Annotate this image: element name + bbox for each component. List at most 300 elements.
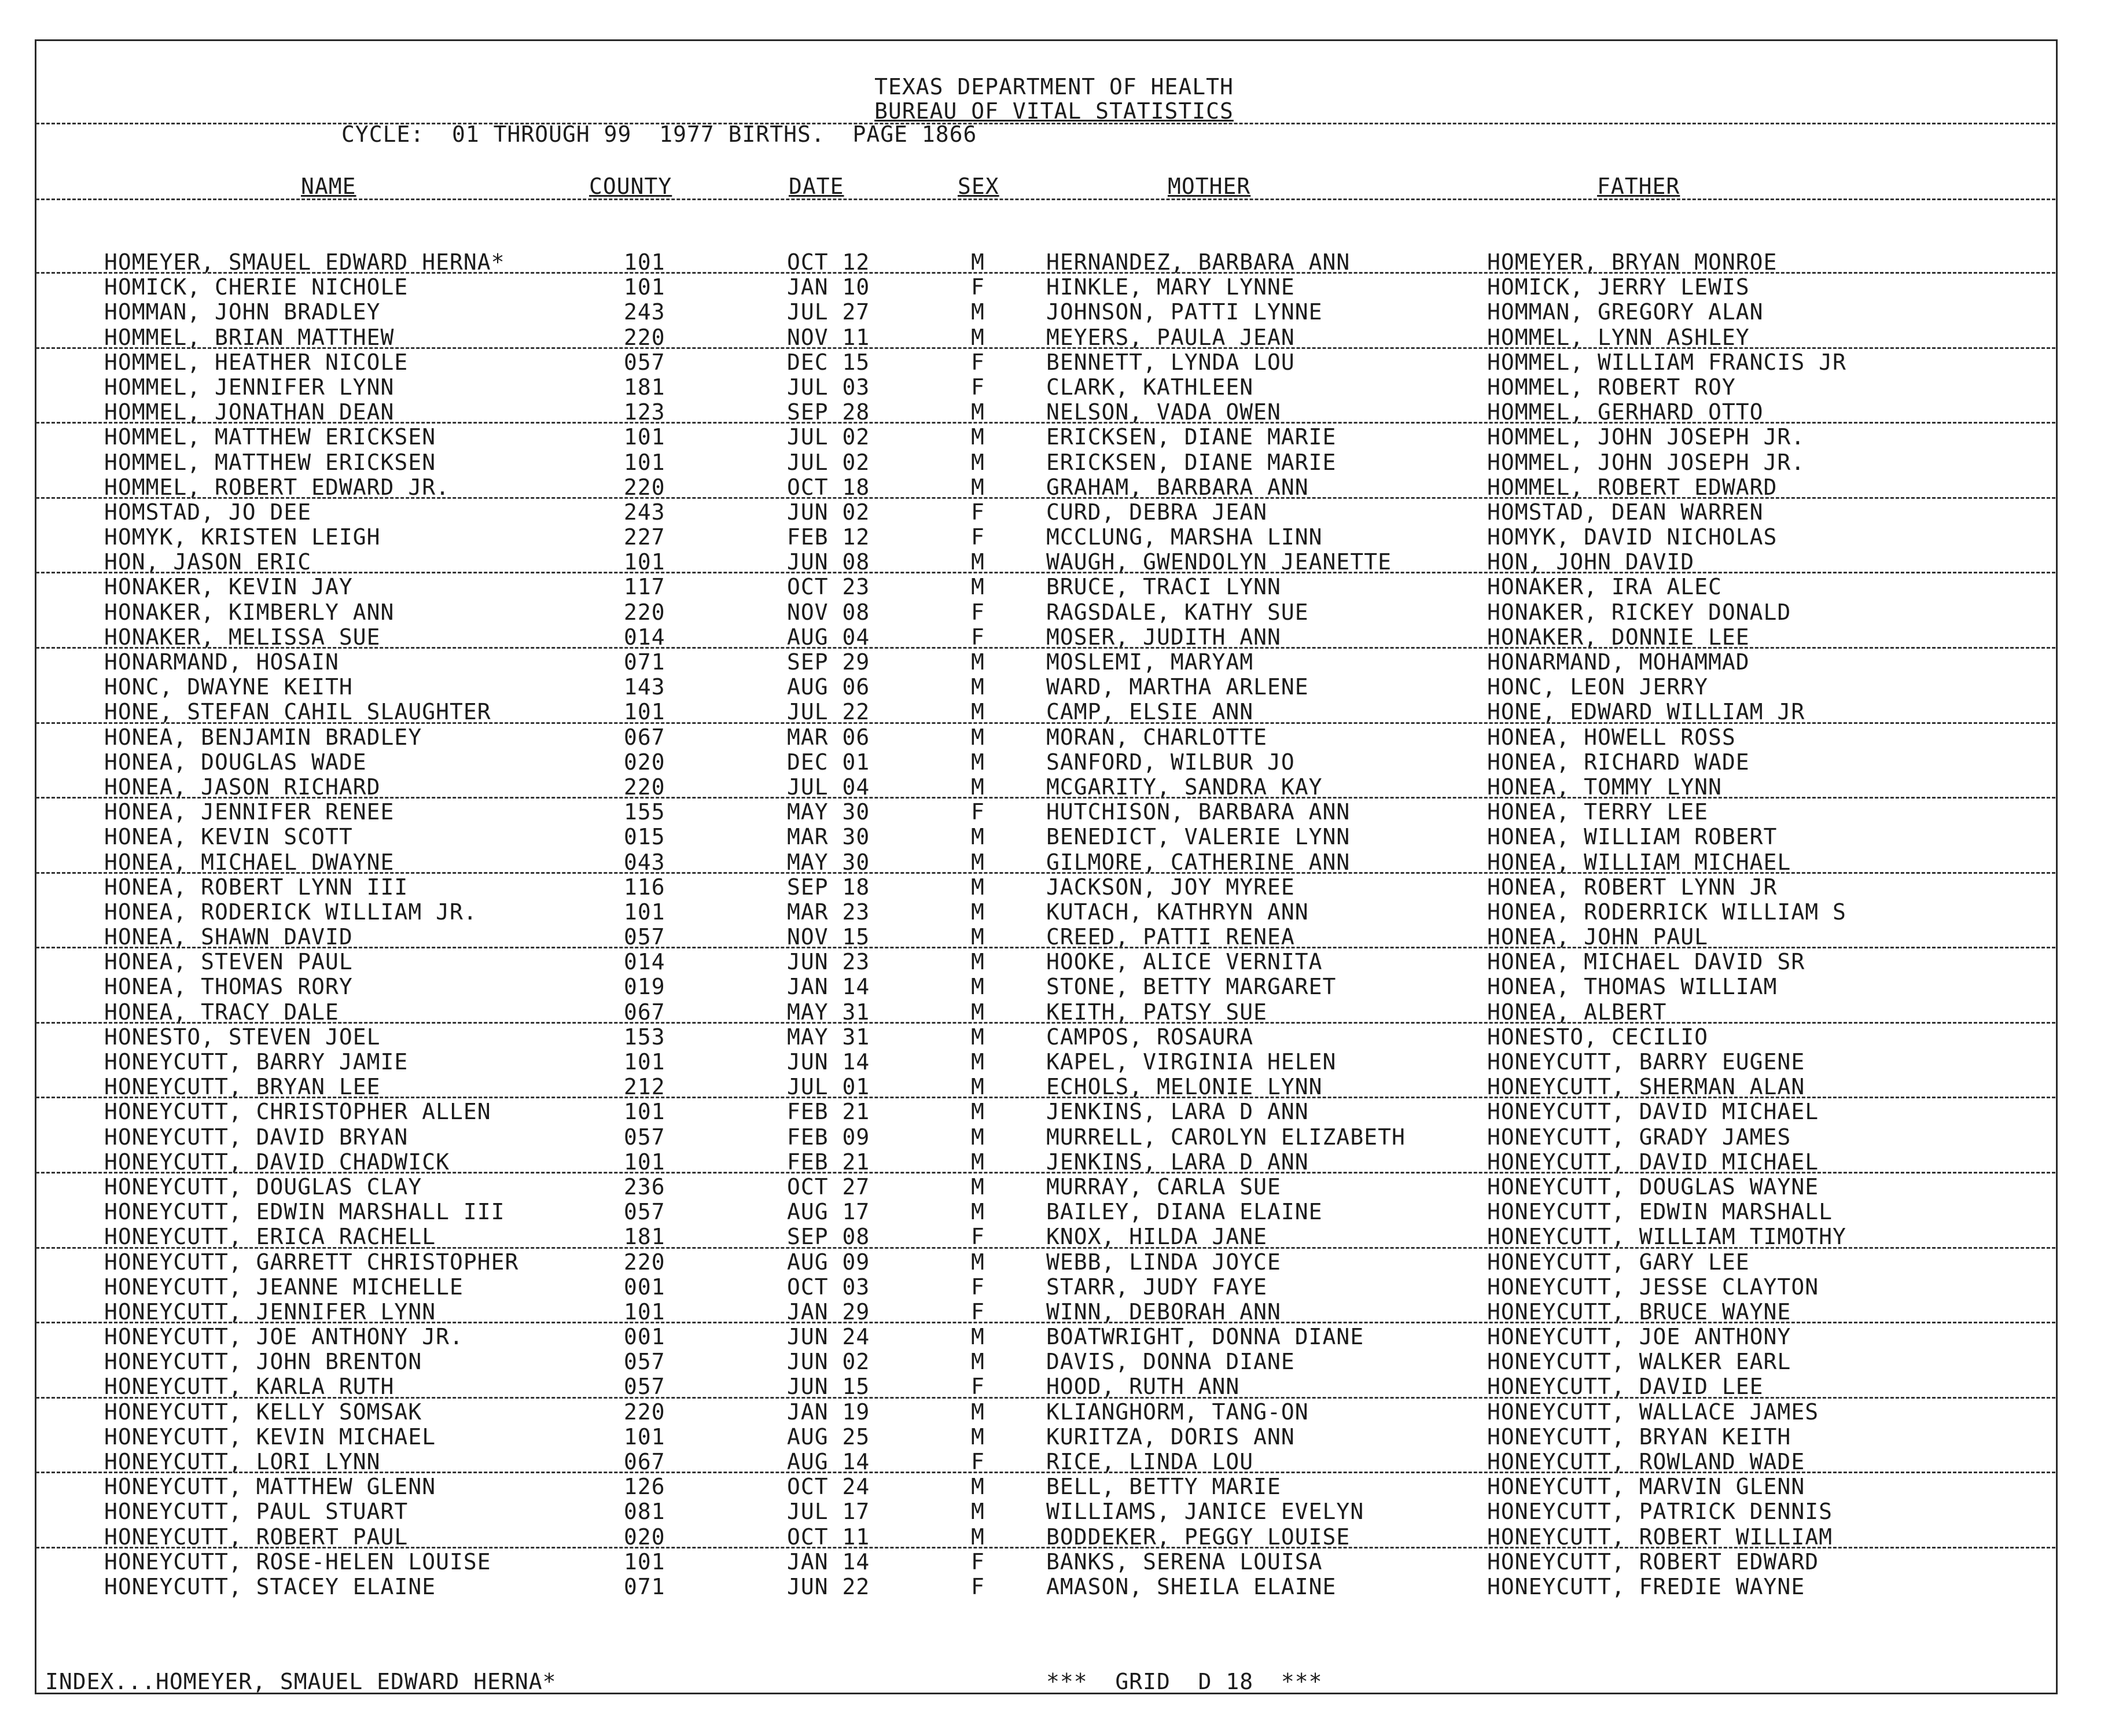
table-row [0, 1450, 2108, 1474]
record-mother: BOATWRIGHT, DONNA DIANE [1046, 1324, 1364, 1350]
table-row [0, 775, 2108, 800]
record-county: 101 [624, 1149, 665, 1175]
table-row [0, 625, 2108, 650]
record-mother: JENKINS, LARA D ANN [1046, 1149, 1309, 1175]
record-father: HON, JOHN DAVID [1487, 549, 1695, 575]
record-date: JUL 27 [787, 299, 870, 325]
record-date: SEP 08 [787, 1224, 870, 1250]
record-date: AUG 09 [787, 1249, 870, 1275]
record-mother: HOOD, RUTH ANN [1046, 1374, 1240, 1400]
record-sex: F [971, 374, 985, 400]
record-father: HONEYCUTT, EDWIN MARSHALL [1487, 1199, 1833, 1225]
record-mother: ERICKSEN, DIANE MARIE [1046, 424, 1337, 450]
record-county: 101 [624, 424, 665, 450]
record-county: 101 [624, 549, 665, 575]
record-father: HONEA, ROBERT LYNN JR [1487, 874, 1778, 900]
record-father: HONEYCUTT, BRYAN KEITH [1487, 1424, 1791, 1450]
record-sex: M [971, 924, 985, 950]
table-row [0, 925, 2108, 950]
table-row [0, 1200, 2108, 1224]
record-name: HONEYCUTT, KARLA RUTH [104, 1374, 395, 1400]
record-father: HONAKER, IRA ALEC [1487, 574, 1722, 600]
record-father: HOMMAN, GREGORY ALAN [1487, 299, 1764, 325]
table-row [0, 1349, 2108, 1374]
record-sex: M [971, 1399, 985, 1425]
record-father: HONEYCUTT, WILLIAM TIMOTHY [1487, 1224, 1846, 1250]
record-name: HONEA, RODERICK WILLIAM JR. [104, 899, 477, 925]
record-date: AUG 25 [787, 1424, 870, 1450]
table-row [0, 1374, 2108, 1399]
record-sex: M [971, 724, 985, 750]
record-sex: M [971, 999, 985, 1025]
record-mother: MEYERS, PAULA JEAN [1046, 324, 1295, 350]
record-father: HONEA, RODERRICK WILLIAM S [1487, 899, 1846, 925]
record-sex: M [971, 1074, 985, 1100]
record-date: FEB 09 [787, 1124, 870, 1150]
record-county: 243 [624, 499, 665, 525]
record-name: HONEYCUTT, JOE ANTHONY JR. [104, 1324, 463, 1350]
record-name: HONEA, JENNIFER RENEE [104, 799, 395, 825]
record-name: HONEA, JASON RICHARD [104, 774, 381, 800]
record-sex: M [971, 1124, 985, 1150]
record-county: 057 [624, 1349, 665, 1375]
department-title: TEXAS DEPARTMENT OF HEALTH [874, 74, 1234, 100]
record-date: SEP 18 [787, 874, 870, 900]
record-mother: JACKSON, JOY MYREE [1046, 874, 1295, 900]
record-county: 001 [624, 1324, 665, 1350]
column-header-county: COUNTY [589, 174, 672, 199]
record-sex: F [971, 799, 985, 825]
table-row [0, 1075, 2108, 1099]
record-name: HONEYCUTT, KEVIN MICHAEL [104, 1424, 436, 1450]
record-father: HONEA, JOHN PAUL [1487, 924, 1709, 950]
side-stamp [0, 1676, 46, 1700]
record-sex: M [971, 1524, 985, 1550]
record-father: HONEYCUTT, DOUGLAS WAYNE [1487, 1174, 1819, 1200]
record-county: 001 [624, 1274, 665, 1300]
record-date: OCT 23 [787, 574, 870, 600]
record-father: HONEYCUTT, JESSE CLAYTON [1487, 1274, 1819, 1300]
record-name: HONAKER, MELISSA SUE [104, 624, 381, 650]
record-name: HONEYCUTT, STACEY ELAINE [104, 1573, 436, 1599]
record-mother: WAUGH, GWENDOLYN JEANETTE [1046, 549, 1392, 575]
record-mother: ERICKSEN, DIANE MARIE [1046, 449, 1337, 475]
record-name: HONEA, SHAWN DAVID [104, 924, 353, 950]
record-county: 220 [624, 774, 665, 800]
record-sex: M [971, 1049, 985, 1075]
record-name: HONESTO, STEVEN JOEL [104, 1024, 381, 1050]
index-footer: INDEX...HOMEYER, SMAUEL EDWARD HERNA* [45, 1669, 557, 1694]
record-mother: SANFORD, WILBUR JO [1046, 749, 1295, 775]
record-county: 057 [624, 1124, 665, 1150]
record-father: HONEYCUTT, WALLACE JAMES [1487, 1399, 1819, 1425]
record-county: 020 [624, 1524, 665, 1550]
table-row [0, 725, 2108, 750]
record-mother: BODDEKER, PEGGY LOUISE [1046, 1524, 1351, 1550]
record-mother: CURD, DEBRA JEAN [1046, 499, 1268, 525]
record-mother: ECHOLS, MELONIE LYNN [1046, 1074, 1323, 1100]
record-name: HONEA, STEVEN PAUL [104, 949, 353, 975]
record-mother: WARD, MARTHA ARLENE [1046, 674, 1309, 700]
record-name: HONEYCUTT, CHRISTOPHER ALLEN [104, 1099, 491, 1125]
record-name: HONEYCUTT, GARRETT CHRISTOPHER [104, 1249, 519, 1275]
record-father: HONEYCUTT, WALKER EARL [1487, 1349, 1791, 1375]
record-sex: F [971, 1374, 985, 1400]
record-sex: M [971, 949, 985, 975]
table-row [0, 525, 2108, 550]
record-sex: F [971, 1449, 985, 1474]
record-date: AUG 14 [787, 1449, 870, 1474]
table-row [0, 1250, 2108, 1275]
record-name: HONEYCUTT, KELLY SOMSAK [104, 1399, 422, 1425]
record-county: 067 [624, 999, 665, 1025]
record-county: 015 [624, 824, 665, 850]
table-row [0, 1325, 2108, 1349]
record-date: JAN 29 [787, 1299, 870, 1325]
record-sex: M [971, 1474, 985, 1500]
record-father: HONEYCUTT, BARRY EUGENE [1487, 1049, 1805, 1075]
record-county: 181 [624, 374, 665, 400]
record-sex: M [971, 299, 985, 325]
record-date: OCT 12 [787, 249, 870, 275]
record-county: 071 [624, 1573, 665, 1599]
record-sex: M [971, 1199, 985, 1225]
record-date: OCT 11 [787, 1524, 870, 1550]
record-sex: M [971, 849, 985, 875]
record-sex: M [971, 899, 985, 925]
record-date: SEP 29 [787, 649, 870, 675]
record-name: HOMMEL, BRIAN MATTHEW [104, 324, 395, 350]
table-row [0, 825, 2108, 849]
record-sex: M [971, 674, 985, 700]
record-county: 081 [624, 1499, 665, 1525]
record-mother: KEITH, PATSY SUE [1046, 999, 1268, 1025]
record-mother: JENKINS, LARA D ANN [1046, 1099, 1309, 1125]
record-date: JUL 02 [787, 449, 870, 475]
record-county: 243 [624, 299, 665, 325]
column-header-father: FATHER [1597, 174, 1680, 199]
record-name: HONEYCUTT, DAVID BRYAN [104, 1124, 409, 1150]
record-date: MAY 30 [787, 849, 870, 875]
record-father: HONEYCUTT, JOE ANTHONY [1487, 1324, 1791, 1350]
record-sex: M [971, 449, 985, 475]
record-sex: M [971, 324, 985, 350]
record-father: HONC, LEON JERRY [1487, 674, 1709, 700]
record-county: 101 [624, 1049, 665, 1075]
record-county: 212 [624, 1074, 665, 1100]
record-sex: M [971, 1349, 985, 1375]
table-row [0, 1550, 2108, 1575]
record-mother: BRUCE, TRACI LYNN [1046, 574, 1281, 600]
table-row [0, 400, 2108, 425]
record-sex: M [971, 874, 985, 900]
record-name: HON, JASON ERIC [104, 549, 312, 575]
column-header-date: DATE [789, 174, 844, 199]
record-mother: BANKS, SERENA LOUISA [1046, 1549, 1323, 1575]
record-date: JUN 22 [787, 1573, 870, 1599]
column-header-name: NAME [301, 174, 356, 199]
table-row [0, 250, 2108, 275]
table-row [0, 974, 2108, 999]
record-mother: CLARK, KATHLEEN [1046, 374, 1254, 400]
record-mother: KNOX, HILDA JANE [1046, 1224, 1268, 1250]
record-father: HONAKER, DONNIE LEE [1487, 624, 1750, 650]
record-sex: F [971, 349, 985, 375]
record-name: HOMSTAD, JO DEE [104, 499, 312, 525]
table-row [0, 1000, 2108, 1025]
record-father: HONEYCUTT, DAVID MICHAEL [1487, 1099, 1819, 1125]
record-mother: HINKLE, MARY LYNNE [1046, 274, 1295, 300]
record-county: 227 [624, 524, 665, 550]
record-date: JUN 23 [787, 949, 870, 975]
table-row [0, 675, 2108, 700]
record-date: JUL 04 [787, 774, 870, 800]
record-father: HONEA, TERRY LEE [1487, 799, 1709, 825]
table-row [0, 275, 2108, 300]
cycle-info: CYCLE: 01 THROUGH 99 1977 BIRTHS. PAGE 1866 [341, 122, 977, 147]
record-county: 220 [624, 474, 665, 500]
record-name: HOMMAN, JOHN BRADLEY [104, 299, 381, 325]
record-sex: M [971, 824, 985, 850]
record-date: JUL 03 [787, 374, 870, 400]
record-name: HONEA, TRACY DALE [104, 999, 339, 1025]
record-date: MAR 23 [787, 899, 870, 925]
record-date: NOV 11 [787, 324, 870, 350]
record-sex: M [971, 424, 985, 450]
record-county: 071 [624, 649, 665, 675]
record-sex: M [971, 399, 985, 425]
table-row [0, 875, 2108, 900]
record-county: 019 [624, 974, 665, 1000]
table-row [0, 375, 2108, 400]
record-mother: WILLIAMS, JANICE EVELYN [1046, 1499, 1364, 1525]
record-name: HOMMEL, JENNIFER LYNN [104, 374, 395, 400]
record-name: HOMEYER, SMAUEL EDWARD HERNA* [104, 249, 505, 275]
record-name: HONAKER, KEVIN JAY [104, 574, 353, 600]
record-mother: STARR, JUDY FAYE [1046, 1274, 1268, 1300]
table-row [0, 900, 2108, 925]
record-date: SEP 28 [787, 399, 870, 425]
record-father: HONEYCUTT, MARVIN GLENN [1487, 1474, 1805, 1500]
table-row [0, 1474, 2108, 1499]
record-mother: JOHNSON, PATTI LYNNE [1046, 299, 1323, 325]
record-date: MAR 06 [787, 724, 870, 750]
record-mother: GILMORE, CATHERINE ANN [1046, 849, 1351, 875]
record-father: HONEYCUTT, GARY LEE [1487, 1249, 1750, 1275]
record-name: HONEYCUTT, ROBERT PAUL [104, 1524, 409, 1550]
record-father: HONEYCUTT, BRUCE WAYNE [1487, 1299, 1791, 1325]
record-name: HONEYCUTT, ROSE-HELEN LOUISE [104, 1549, 491, 1575]
record-mother: BENEDICT, VALERIE LYNN [1046, 824, 1351, 850]
record-county: 116 [624, 874, 665, 900]
record-county: 101 [624, 1549, 665, 1575]
record-county: 057 [624, 1374, 665, 1400]
record-date: JUN 15 [787, 1374, 870, 1400]
table-row [0, 1150, 2108, 1175]
table-row [0, 950, 2108, 974]
record-date: JUN 02 [787, 1349, 870, 1375]
record-date: MAY 31 [787, 999, 870, 1025]
record-father: HONEYCUTT, DAVID LEE [1487, 1374, 1764, 1400]
record-name: HOMMEL, MATTHEW ERICKSEN [104, 424, 436, 450]
record-mother: WINN, DEBORAH ANN [1046, 1299, 1281, 1325]
table-row [0, 1125, 2108, 1150]
record-mother: MURRELL, CAROLYN ELIZABETH [1046, 1124, 1406, 1150]
record-sex: M [971, 574, 985, 600]
record-county: 057 [624, 924, 665, 950]
record-county: 101 [624, 699, 665, 725]
record-date: JAN 14 [787, 1549, 870, 1575]
record-mother: RAGSDALE, KATHY SUE [1046, 599, 1309, 625]
table-row [0, 500, 2108, 525]
record-name: HONEYCUTT, BRYAN LEE [104, 1074, 381, 1100]
record-name: HOMMEL, JONATHAN DEAN [104, 399, 395, 425]
record-county: 101 [624, 449, 665, 475]
record-county: 126 [624, 1474, 665, 1500]
record-date: FEB 21 [787, 1149, 870, 1175]
record-sex: F [971, 599, 985, 625]
record-date: AUG 17 [787, 1199, 870, 1225]
record-name: HONEYCUTT, EDWIN MARSHALL III [104, 1199, 505, 1225]
record-name: HONEYCUTT, PAUL STUART [104, 1499, 409, 1525]
record-date: OCT 27 [787, 1174, 870, 1200]
record-father: HOMYK, DAVID NICHOLAS [1487, 524, 1778, 550]
record-father: HONEA, THOMAS WILLIAM [1487, 974, 1778, 1000]
table-row [0, 1275, 2108, 1300]
record-county: 101 [624, 1299, 665, 1325]
record-father: HONARMAND, MOHAMMAD [1487, 649, 1750, 675]
record-father: HONEYCUTT, ROBERT WILLIAM [1487, 1524, 1833, 1550]
record-name: HONEYCUTT, JEANNE MICHELLE [104, 1274, 463, 1300]
table-row [0, 575, 2108, 599]
record-name: HONEYCUTT, JOHN BRENTON [104, 1349, 422, 1375]
record-father: HONEYCUTT, PATRICK DENNIS [1487, 1499, 1833, 1525]
record-mother: CAMPOS, ROSAURA [1046, 1024, 1254, 1050]
record-county: 220 [624, 599, 665, 625]
record-mother: AMASON, SHEILA ELAINE [1046, 1573, 1337, 1599]
record-date: MAY 30 [787, 799, 870, 825]
record-sex: M [971, 749, 985, 775]
record-father: HONEYCUTT, SHERMAN ALAN [1487, 1074, 1805, 1100]
record-date: MAR 30 [787, 824, 870, 850]
record-sex: F [971, 624, 985, 650]
record-date: JUL 22 [787, 699, 870, 725]
record-father: HOMSTAD, DEAN WARREN [1487, 499, 1764, 525]
record-name: HONAKER, KIMBERLY ANN [104, 599, 395, 625]
record-sex: M [971, 1174, 985, 1200]
table-row [0, 1099, 2108, 1124]
record-sex: M [971, 649, 985, 675]
record-date: JUL 02 [787, 424, 870, 450]
table-row [0, 1025, 2108, 1050]
birth-records-table [0, 250, 2108, 1599]
table-row [0, 1400, 2108, 1425]
record-date: JUN 14 [787, 1049, 870, 1075]
record-name: HONEYCUTT, ERICA RACHELL [104, 1224, 436, 1250]
record-sex: M [971, 1249, 985, 1275]
record-father: HONEA, MICHAEL DAVID SR [1487, 949, 1805, 975]
record-date: FEB 21 [787, 1099, 870, 1125]
record-father: HONEA, ALBERT [1487, 999, 1667, 1025]
record-father: HONEA, RICHARD WADE [1487, 749, 1750, 775]
record-county: 101 [624, 1424, 665, 1450]
record-date: JUN 24 [787, 1324, 870, 1350]
record-name: HONC, DWAYNE KEITH [104, 674, 353, 700]
column-header-sex: SEX [958, 174, 999, 199]
table-row [0, 750, 2108, 775]
table-row [0, 300, 2108, 325]
record-sex: M [971, 1424, 985, 1450]
record-father: HOMMEL, ROBERT ROY [1487, 374, 1736, 400]
record-name: HONEYCUTT, DAVID CHADWICK [104, 1149, 450, 1175]
record-mother: HOOKE, ALICE VERNITA [1046, 949, 1323, 975]
record-father: HONEYCUTT, GRADY JAMES [1487, 1124, 1791, 1150]
record-mother: BENNETT, LYNDA LOU [1046, 349, 1295, 375]
record-mother: DAVIS, DONNA DIANE [1046, 1349, 1295, 1375]
record-sex: F [971, 1573, 985, 1599]
record-name: HONEA, BENJAMIN BRADLEY [104, 724, 422, 750]
record-sex: M [971, 474, 985, 500]
record-date: OCT 03 [787, 1274, 870, 1300]
record-mother: KAPEL, VIRGINIA HELEN [1046, 1049, 1337, 1075]
record-father: HONESTO, CECILIO [1487, 1024, 1709, 1050]
record-county: 067 [624, 724, 665, 750]
record-mother: CAMP, ELSIE ANN [1046, 699, 1254, 725]
record-mother: BELL, BETTY MARIE [1046, 1474, 1281, 1500]
record-mother: KLIANGHORM, TANG-ON [1046, 1399, 1309, 1425]
record-date: JUN 02 [787, 499, 870, 525]
record-mother: MORAN, CHARLOTTE [1046, 724, 1268, 750]
record-mother: BAILEY, DIANA ELAINE [1046, 1199, 1323, 1225]
table-row [0, 1425, 2108, 1450]
record-name: HONEA, ROBERT LYNN III [104, 874, 409, 900]
record-date: JAN 14 [787, 974, 870, 1000]
record-county: 014 [624, 949, 665, 975]
record-name: HONEYCUTT, BARRY JAMIE [104, 1049, 409, 1075]
record-mother: MURRAY, CARLA SUE [1046, 1174, 1281, 1200]
record-name: HONEYCUTT, DOUGLAS CLAY [104, 1174, 422, 1200]
table-row [0, 450, 2108, 475]
bureau-title: BUREAU OF VITAL STATISTICS [874, 98, 1234, 124]
record-mother: NELSON, VADA OWEN [1046, 399, 1281, 425]
record-sex: M [971, 549, 985, 575]
record-father: HOMMEL, LYNN ASHLEY [1487, 324, 1750, 350]
record-county: 057 [624, 1199, 665, 1225]
record-sex: F [971, 499, 985, 525]
record-name: HOMYK, KRISTEN LEIGH [104, 524, 381, 550]
record-county: 101 [624, 899, 665, 925]
record-county: 220 [624, 1249, 665, 1275]
record-date: JUN 08 [787, 549, 870, 575]
record-sex: M [971, 1024, 985, 1050]
record-mother: MCGARITY, SANDRA KAY [1046, 774, 1323, 800]
record-name: HONEA, DOUGLAS WADE [104, 749, 367, 775]
record-date: AUG 06 [787, 674, 870, 700]
record-date: NOV 08 [787, 599, 870, 625]
record-father: HONEYCUTT, ROBERT EDWARD [1487, 1549, 1819, 1575]
header-rule-top [36, 123, 2055, 124]
record-county: 101 [624, 1099, 665, 1125]
record-date: OCT 24 [787, 1474, 870, 1500]
table-row [0, 425, 2108, 450]
record-county: 117 [624, 574, 665, 600]
record-date: DEC 01 [787, 749, 870, 775]
record-mother: MOSLEMI, MARYAM [1046, 649, 1254, 675]
record-sex: F [971, 524, 985, 550]
record-mother: WEBB, LINDA JOYCE [1046, 1249, 1281, 1275]
record-county: 043 [624, 849, 665, 875]
record-sex: F [971, 274, 985, 300]
